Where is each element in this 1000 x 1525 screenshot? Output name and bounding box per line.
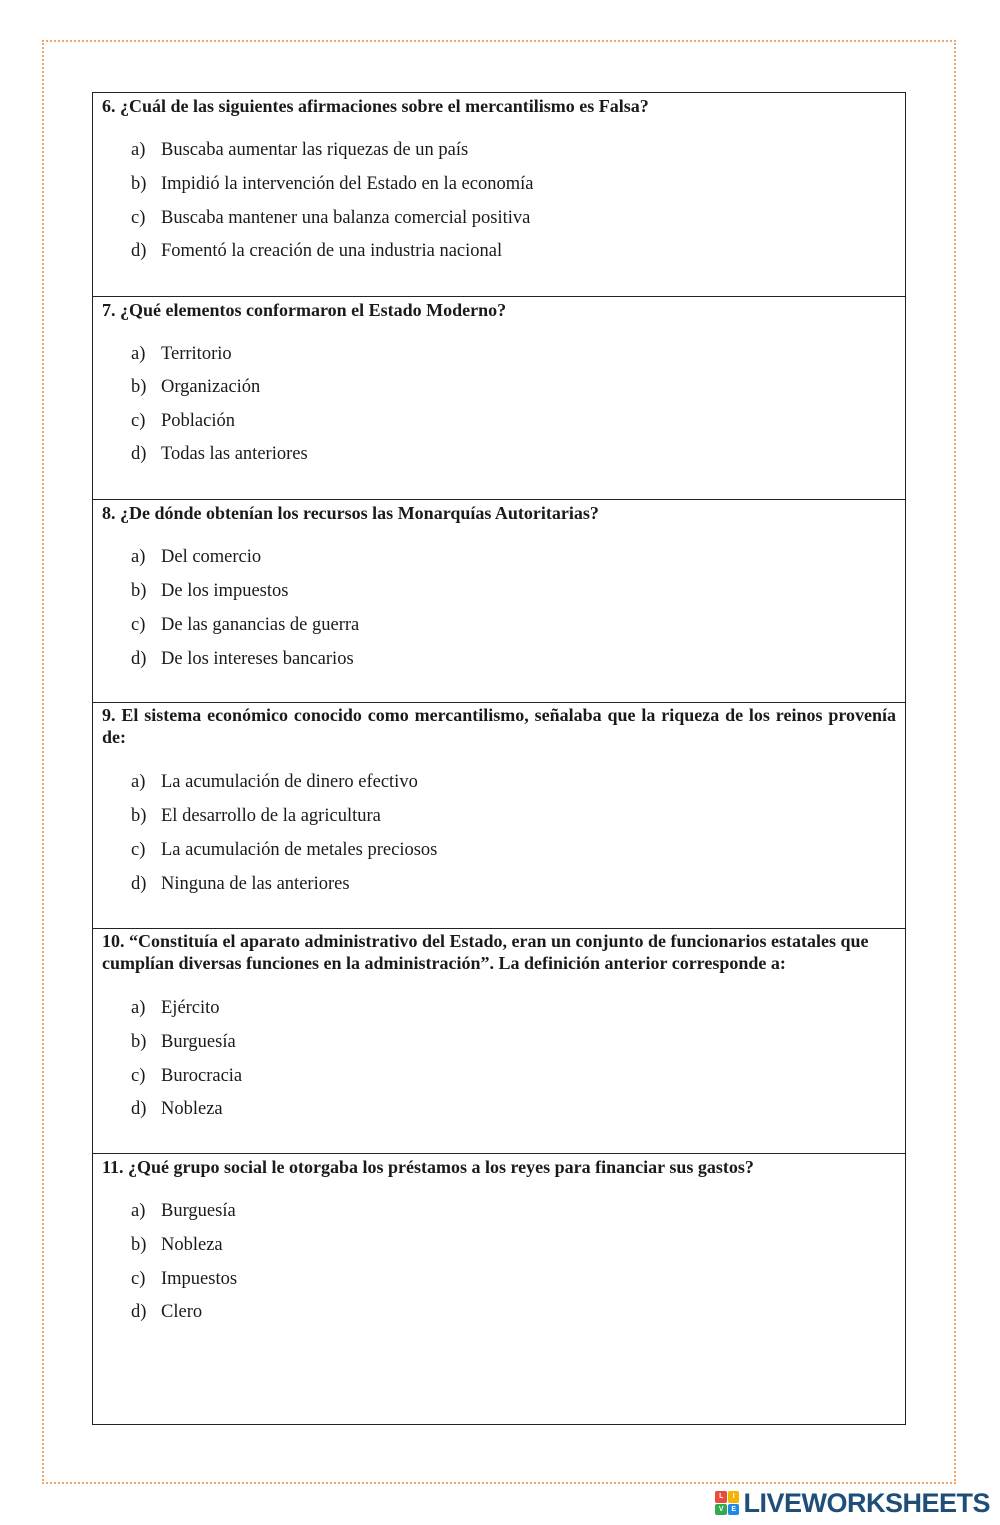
option-text: Ninguna de las anteriores [161,874,350,894]
option-letter: a) [131,140,146,160]
answer-option[interactable] [131,173,533,195]
option-text: De los impuestos [161,581,289,601]
option-text: Nobleza [161,1099,223,1119]
option-letter: c) [131,208,146,228]
question-block-6 [93,93,905,297]
answer-option[interactable] [131,546,261,568]
answer-option[interactable] [131,873,350,895]
answer-option[interactable] [131,1065,242,1087]
option-letter: a) [131,1201,146,1221]
option-text: De los intereses bancarios [161,649,354,669]
option-letter: b) [131,1032,147,1052]
answer-option[interactable] [131,997,220,1019]
option-letter: d) [131,444,147,464]
answer-option[interactable] [131,1301,202,1323]
answer-option[interactable] [131,1268,237,1290]
question-title: 10. “Constituía el aparato administrativo del Estado, eran un conjunto de funcionarios estatales que cumplían diversas funciones en la administración”. La definición anterior corresponde a: [102,931,869,973]
option-text: De las ganancias de guerra [161,615,360,635]
answer-option[interactable] [131,839,437,861]
option-text: Población [161,411,235,431]
option-text: Organización [161,377,261,397]
option-letter: d) [131,1302,147,1322]
answer-option[interactable] [131,1031,236,1053]
answer-option[interactable] [131,1234,223,1256]
answer-option[interactable] [131,376,260,398]
question-block-10 [93,929,905,1154]
option-letter: c) [131,411,146,431]
answer-option[interactable] [131,343,232,365]
option-text: Burguesía [161,1201,236,1221]
answer-option[interactable] [131,410,235,432]
question-title: 8. ¿De dónde obtenían los recursos las Monarquías Autoritarias? [102,503,599,523]
answer-option[interactable] [131,771,418,793]
answer-option[interactable] [131,648,354,670]
answer-option[interactable] [131,805,381,827]
option-text: Clero [161,1302,203,1322]
option-letter: c) [131,615,146,635]
option-text: Fomentó la creación de una industria nacional [161,241,503,261]
answer-option[interactable] [131,443,308,465]
option-letter: b) [131,377,147,397]
option-text: La acumulación de metales preciosos [161,840,438,860]
question-title: 7. ¿Qué elementos conformaron el Estado Moderno? [102,300,507,320]
option-text: Buscaba mantener una balanza comercial positiva [161,208,531,228]
answer-option[interactable] [131,1200,236,1222]
option-text: Nobleza [161,1235,223,1255]
option-text: Buscaba aumentar las riquezas de un país [161,140,469,160]
quiz-table [92,92,906,1425]
option-letter: c) [131,1269,146,1289]
logo-text: LIVEWORKSHEETS [743,1487,990,1518]
option-text: Territorio [161,344,232,364]
option-letter: a) [131,547,146,567]
option-letter: d) [131,874,147,894]
answer-option[interactable] [131,580,288,602]
logo-badge-letter: V [715,1504,727,1516]
question-title: 6. ¿Cuál de las siguientes afirmaciones sobre el mercantilismo es Falsa? [102,96,649,116]
option-text: Impidió la intervención del Estado en la economía [161,174,534,194]
answer-option[interactable] [131,614,359,636]
question-block-7 [93,297,905,500]
option-text: Burocracia [161,1066,243,1086]
option-text: Del comercio [161,547,262,567]
logo-badge-icon [715,1491,739,1515]
question-title: 11. ¿Qué grupo social le otorgaba los préstamos a los reyes para financiar sus gastos? [102,1157,754,1177]
answer-option[interactable] [131,1098,223,1120]
option-letter: b) [131,581,147,601]
option-letter: b) [131,1235,147,1255]
option-letter: c) [131,1066,146,1086]
option-letter: b) [131,174,147,194]
option-text: Burguesía [161,1032,236,1052]
option-letter: c) [131,840,146,860]
option-text: La acumulación de dinero efectivo [161,772,418,792]
option-letter: a) [131,344,146,364]
question-title: 9. El sistema económico conocido como mercantilismo, señalaba que la riqueza de los reinos provenía de: [102,705,896,747]
option-letter: b) [131,806,147,826]
option-letter: a) [131,772,146,792]
answer-option[interactable] [131,240,502,262]
liveworksheets-logo[interactable] [715,1489,990,1517]
option-letter: d) [131,649,147,669]
option-letter: d) [131,241,147,261]
answer-option[interactable] [131,139,468,161]
option-text: Todas las anteriores [161,444,308,464]
option-letter: d) [131,1099,147,1119]
option-text: El desarrollo de la agricultura [161,806,381,826]
option-text: Ejército [161,998,220,1018]
logo-badge-letter: L [715,1491,727,1503]
option-text: Impuestos [161,1269,238,1289]
question-block-11 [93,1154,905,1424]
logo-badge-letter: E [728,1504,740,1516]
question-block-9 [93,703,905,929]
answer-option[interactable] [131,207,530,229]
logo-badge-letter: I [728,1491,740,1503]
option-letter: a) [131,998,146,1018]
question-block-8 [93,500,905,703]
